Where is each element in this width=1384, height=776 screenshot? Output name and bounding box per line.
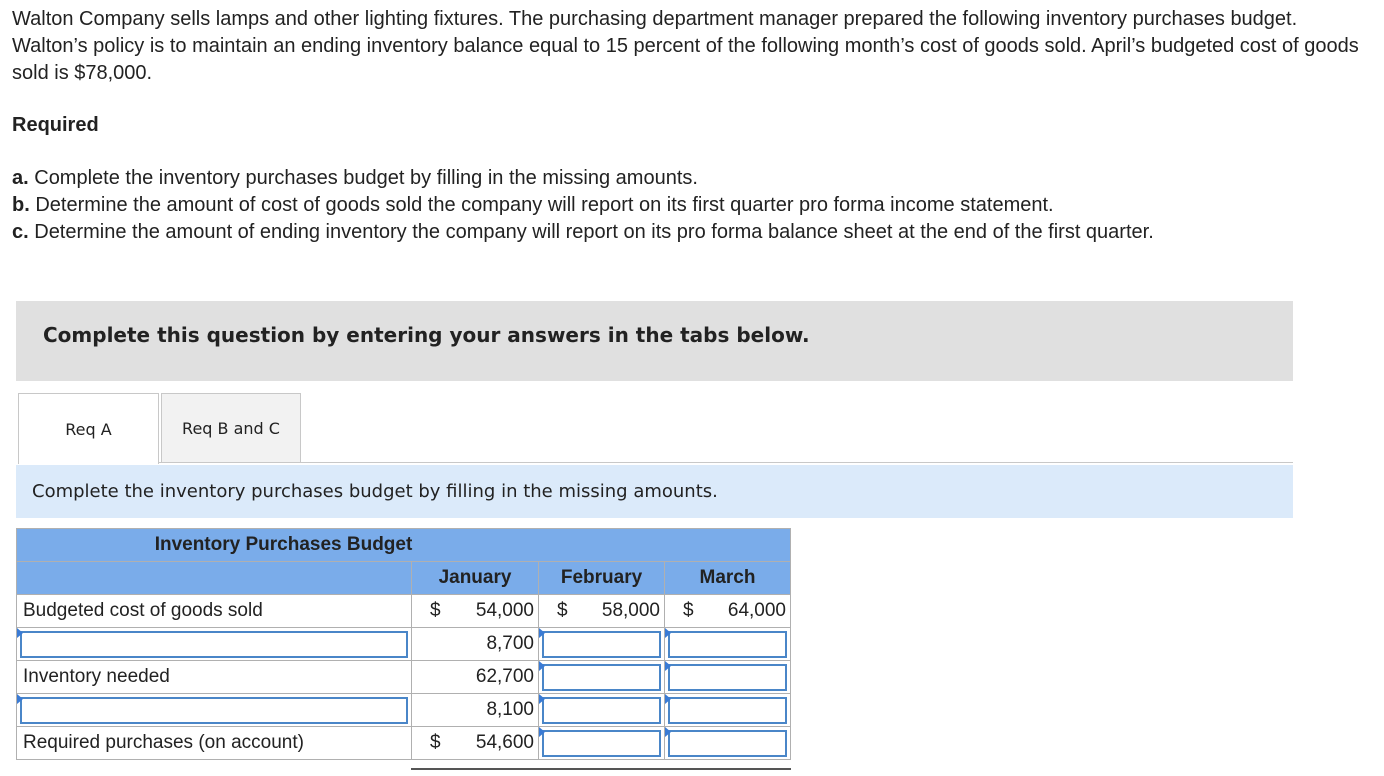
tab-req-b-and-c[interactable]: Req B and C <box>161 393 301 462</box>
blank-header <box>17 562 412 595</box>
input-marker-icon <box>665 628 671 638</box>
table-row <box>17 694 791 727</box>
row-label: Required purchases (on account) <box>17 727 412 760</box>
jan-value: 62,700 <box>412 661 539 694</box>
currency-symbol: $ <box>557 600 568 621</box>
currency-symbol: $ <box>430 732 441 753</box>
feb-input[interactable] <box>542 697 661 724</box>
requirement-b <box>12 192 1154 219</box>
mar-input-cell <box>665 727 791 760</box>
input-marker-icon <box>665 661 671 671</box>
jan-cell <box>412 727 539 760</box>
label-input-cell <box>17 628 412 661</box>
mar-input-cell <box>665 628 791 661</box>
tab-divider <box>158 462 1293 463</box>
mar-input[interactable] <box>668 631 787 658</box>
input-marker-icon <box>17 628 23 638</box>
requirement-a <box>12 165 1154 192</box>
mar-input[interactable] <box>668 730 787 757</box>
requirement-text: Determine the amount of cost of goods sold the company will report on its first quarter pro forma income statement. <box>29 194 1054 216</box>
label-input-cell <box>17 694 412 727</box>
mar-input-cell <box>665 694 791 727</box>
inventory-purchases-budget-table <box>16 528 791 760</box>
table-row <box>17 661 791 694</box>
tab-instruction-banner <box>16 465 1293 518</box>
mar-cell <box>665 595 791 628</box>
row-label: Budgeted cost of goods sold <box>17 595 412 628</box>
jan-value: 54,600 <box>475 732 534 753</box>
requirements-list <box>12 165 1154 246</box>
row-label: Inventory needed <box>17 661 412 694</box>
feb-input[interactable] <box>542 664 661 691</box>
label-input[interactable] <box>20 631 408 658</box>
feb-value: 58,000 <box>601 600 660 621</box>
feb-input-cell <box>539 727 665 760</box>
input-marker-icon <box>539 694 545 704</box>
input-marker-icon <box>539 727 545 737</box>
tab-req-a[interactable]: Req A <box>18 393 159 464</box>
table-title: Inventory Purchases Budget <box>17 529 791 562</box>
requirement-text: Complete the inventory purchases budget by filling in the missing amounts. <box>28 167 698 189</box>
table-title-row <box>17 529 791 562</box>
jan-cell <box>412 595 539 628</box>
problem-intro <box>12 6 1372 87</box>
tab-instruction-text: Complete the inventory purchases budget by filling in the missing amounts. <box>32 481 718 502</box>
table-row <box>17 727 791 760</box>
mar-input[interactable] <box>668 697 787 724</box>
jan-value: 8,700 <box>412 628 539 661</box>
column-header-row <box>17 562 791 595</box>
required-heading: Required <box>12 114 99 136</box>
input-marker-icon <box>17 694 23 704</box>
input-marker-icon <box>665 694 671 704</box>
requirement-text: Determine the amount of ending inventory the company will report on its pro forma balance sheet at the end of the first quarter. <box>28 221 1154 243</box>
table-row <box>17 628 791 661</box>
mar-input[interactable] <box>668 664 787 691</box>
col-january: January <box>412 562 539 595</box>
label-input[interactable] <box>20 697 408 724</box>
requirement-letter: c. <box>12 221 29 243</box>
input-marker-icon <box>539 661 545 671</box>
feb-input-cell <box>539 628 665 661</box>
table-row <box>17 595 791 628</box>
feb-input[interactable] <box>542 631 661 658</box>
table-bottom-rule <box>411 768 791 770</box>
requirement-c <box>12 219 1154 246</box>
feb-input-cell <box>539 694 665 727</box>
input-marker-icon <box>665 727 671 737</box>
currency-symbol: $ <box>430 600 441 621</box>
mar-input-cell <box>665 661 791 694</box>
col-february: February <box>539 562 665 595</box>
requirement-letter: a. <box>12 167 29 189</box>
instruction-text: Complete this question by entering your answers in the tabs below. <box>43 323 810 347</box>
instruction-banner <box>16 301 1293 381</box>
currency-symbol: $ <box>683 600 694 621</box>
feb-input-cell <box>539 661 665 694</box>
jan-value: 54,000 <box>475 600 534 621</box>
intro-text: Walton Company sells lamps and other lighting fixtures. The purchasing department manager prepared the following inventory purchases budget. Walton’s policy is to maintain an ending inventory balance equal to 15 percent of the following month’s cost of goods sold. April’s budgeted cost of goods sold is $78,000. <box>12 8 1359 84</box>
jan-value: 8,100 <box>412 694 539 727</box>
feb-cell <box>539 595 665 628</box>
mar-value: 64,000 <box>727 600 786 621</box>
requirement-letter: b. <box>12 194 30 216</box>
feb-input[interactable] <box>542 730 661 757</box>
input-marker-icon <box>539 628 545 638</box>
col-march: March <box>665 562 791 595</box>
